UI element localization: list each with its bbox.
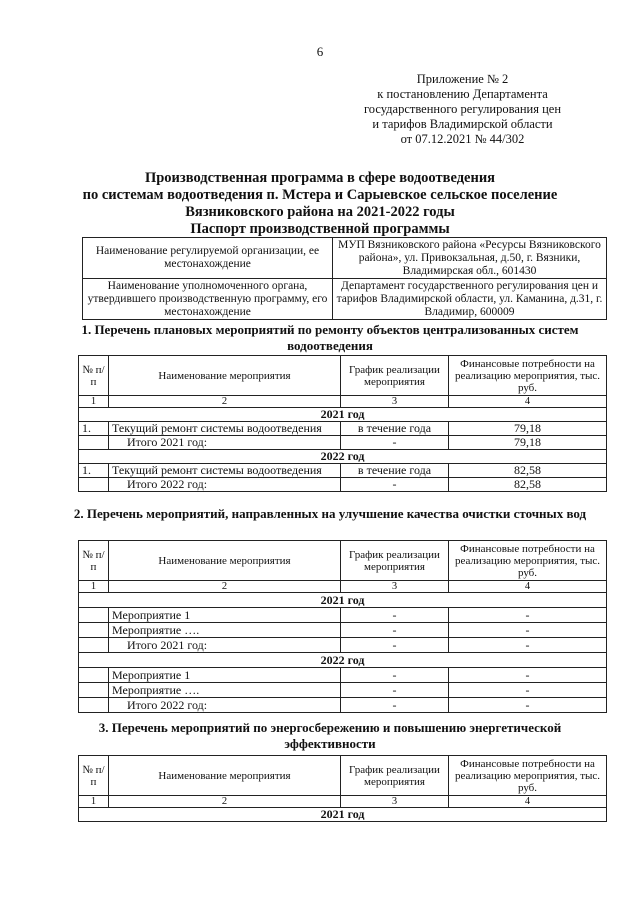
appendix-line: от 07.12.2021 № 44/302 <box>400 132 525 146</box>
col-number: 3 <box>341 581 449 593</box>
table-header-row <box>79 756 607 796</box>
total-value: - <box>449 698 607 713</box>
passport-table <box>82 237 607 320</box>
document-title <box>40 170 600 238</box>
year-row <box>79 593 607 608</box>
passport-row <box>83 279 607 320</box>
col-header-name: Наименование мероприятия <box>109 356 341 396</box>
section-3-table <box>78 755 607 822</box>
col-header-schedule: График реализации мероприятия <box>341 356 449 396</box>
title-line: Вязниковского района на 2021-2022 годы <box>185 204 455 220</box>
total-row <box>79 698 607 713</box>
col-header-finance: Финансовые потребности на реализацию мероприятия, тыс. руб. <box>449 541 607 581</box>
row-name: Текущий ремонт системы водоотведения <box>109 422 341 436</box>
row-name: Мероприятие 1 <box>109 608 341 623</box>
col-header-name: Наименование мероприятия <box>109 541 341 581</box>
col-header-num: № п/п <box>79 541 109 581</box>
section-2-title: 2. Перечень мероприятий, направленных на улучшение качества очистки сточных вод <box>73 506 587 521</box>
row-schedule: - <box>341 668 449 683</box>
col-number: 2 <box>109 581 341 593</box>
total-row <box>79 478 607 492</box>
year-row <box>79 653 607 668</box>
row-schedule: - <box>341 623 449 638</box>
table-row <box>79 668 607 683</box>
row-schedule: - <box>341 608 449 623</box>
row-value: 79,18 <box>449 422 607 436</box>
page-number: 6 <box>316 44 324 59</box>
section-1-title: 1. Перечень плановых мероприятий по ремонту объектов централизованных систем водоотведения <box>81 322 579 353</box>
passport-value: МУП Вязниковского района «Ресурсы Вязниковского района», ул. Привокзальная, д.50, г. Вязники, Владимирская обл., 601430 <box>333 238 607 279</box>
passport-label: Наименование уполномоченного органа, утвердившего производственную программу, его местонахождение <box>83 279 333 320</box>
passport-label: Наименование регулируемой организации, ее местонахождение <box>83 238 333 279</box>
table-header-row <box>79 356 607 396</box>
year-row <box>79 808 607 822</box>
section-1-table <box>78 355 607 492</box>
total-value: - <box>449 638 607 653</box>
column-number-row <box>79 396 607 408</box>
appendix-line: государственного регулирования цен <box>363 102 562 116</box>
total-schedule: - <box>341 478 449 492</box>
table-row <box>79 422 607 436</box>
row-name: Мероприятие 1 <box>109 668 341 683</box>
row-value: - <box>449 608 607 623</box>
total-value: 82,58 <box>449 478 607 492</box>
col-number: 3 <box>341 396 449 408</box>
row-value: 82,58 <box>449 464 607 478</box>
appendix-block <box>340 72 585 147</box>
total-schedule: - <box>341 638 449 653</box>
year-label: 2021 год <box>79 408 607 422</box>
col-header-name: Наименование мероприятия <box>109 756 341 796</box>
row-num: 1. <box>79 422 109 436</box>
year-label: 2022 год <box>79 653 607 668</box>
table-row <box>79 608 607 623</box>
section-3-title: 3. Перечень мероприятий по энергосбережению и повышению энергетической эффективности <box>98 720 562 751</box>
col-number: 2 <box>109 396 341 408</box>
total-label: Итого 2021 год: <box>109 436 341 450</box>
column-number-row <box>79 581 607 593</box>
col-header-finance: Финансовые потребности на реализацию мероприятия, тыс. руб. <box>449 356 607 396</box>
col-header-num: № п/п <box>79 756 109 796</box>
appendix-line: Приложение № 2 <box>416 72 509 86</box>
total-row <box>79 436 607 450</box>
table-header-row <box>79 541 607 581</box>
col-number: 4 <box>449 581 607 593</box>
column-number-row <box>79 796 607 808</box>
col-number: 4 <box>449 796 607 808</box>
appendix-line: и тарифов Владимирской области <box>372 117 553 131</box>
col-number: 4 <box>449 396 607 408</box>
total-schedule: - <box>341 698 449 713</box>
year-row <box>79 408 607 422</box>
year-label: 2021 год <box>79 593 607 608</box>
row-num: 1. <box>79 464 109 478</box>
row-value: - <box>449 623 607 638</box>
section-2-table <box>78 540 607 713</box>
passport-row <box>83 238 607 279</box>
col-header-schedule: График реализации мероприятия <box>341 541 449 581</box>
row-name: Текущий ремонт системы водоотведения <box>109 464 341 478</box>
row-schedule: в течение года <box>341 422 449 436</box>
year-label: 2022 год <box>79 450 607 464</box>
total-value: 79,18 <box>449 436 607 450</box>
total-label: Итого 2021 год: <box>109 638 341 653</box>
title-line: Производственная программа в сфере водоотведения <box>144 170 496 186</box>
title-line: по системам водоотведения п. Мстера и Сарыевское сельское поселение <box>82 187 558 203</box>
col-number: 2 <box>109 796 341 808</box>
col-number: 1 <box>79 396 109 408</box>
title-line: Паспорт производственной программы <box>190 221 450 237</box>
row-name: Мероприятие …. <box>109 623 341 638</box>
appendix-line: к постановлению Департамента <box>377 87 548 101</box>
row-value: - <box>449 683 607 698</box>
col-number: 1 <box>79 796 109 808</box>
total-row <box>79 638 607 653</box>
row-schedule: в течение года <box>341 464 449 478</box>
row-name: Мероприятие …. <box>109 683 341 698</box>
col-header-num: № п/п <box>79 356 109 396</box>
year-row <box>79 450 607 464</box>
table-row <box>79 464 607 478</box>
col-number: 1 <box>79 581 109 593</box>
col-number: 3 <box>341 796 449 808</box>
table-row <box>79 623 607 638</box>
total-schedule: - <box>341 436 449 450</box>
row-schedule: - <box>341 683 449 698</box>
passport-value: Департамент государственного регулирования цен и тарифов Владимирской области, ул. Каманина, д.31, г. Владимир, 600009 <box>333 279 607 320</box>
col-header-finance: Финансовые потребности на реализацию мероприятия, тыс. руб. <box>449 756 607 796</box>
total-label: Итого 2022 год: <box>109 478 341 492</box>
total-label: Итого 2022 год: <box>109 698 341 713</box>
table-row <box>79 683 607 698</box>
col-header-schedule: График реализации мероприятия <box>341 756 449 796</box>
year-label: 2021 год <box>79 808 607 822</box>
row-value: - <box>449 668 607 683</box>
